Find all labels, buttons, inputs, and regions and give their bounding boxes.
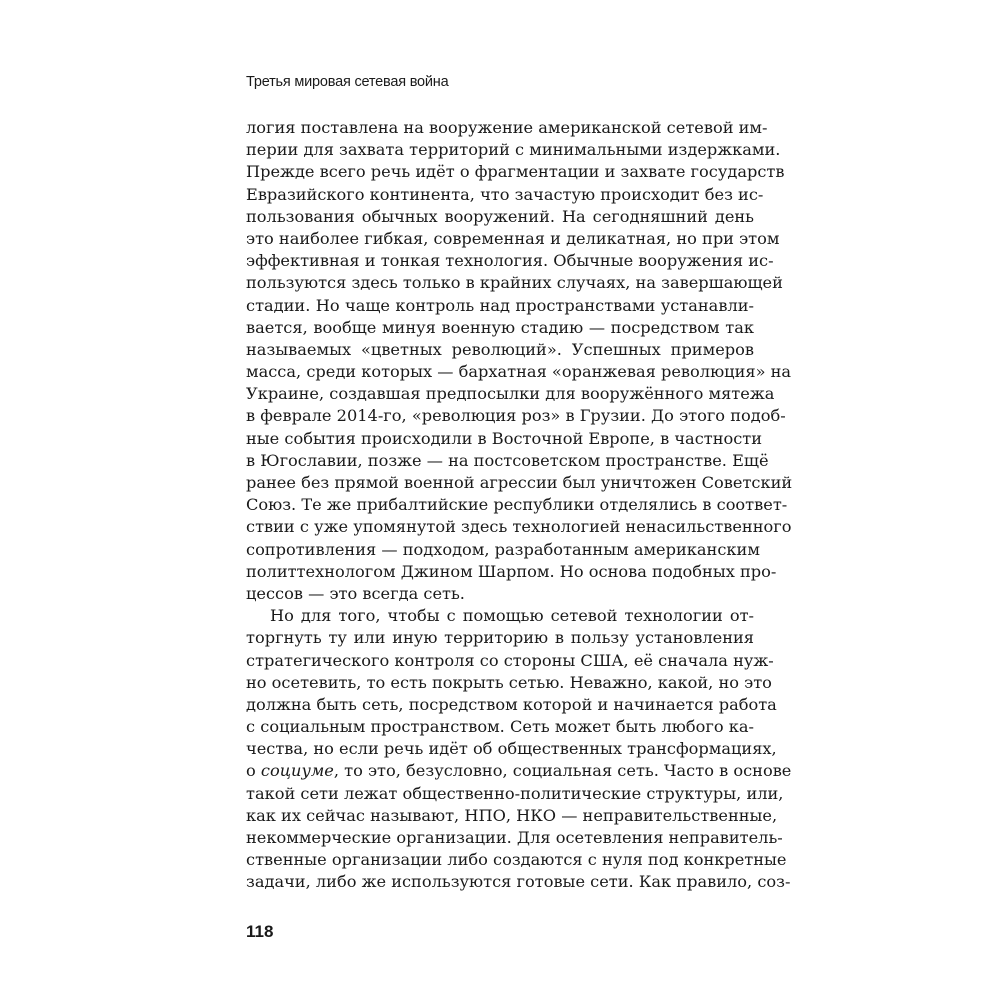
- text-line: с социальным пространством. Сеть может быть любого ка-: [246, 717, 754, 737]
- text-line: Союз. Те же прибалтийские республики отделялись в соответ-: [246, 495, 788, 515]
- text-line: торгнуть ту или иную территорию в пользу установления: [246, 628, 754, 648]
- text-line: задачи, либо же используются готовые сети. Как правило, соз-: [246, 872, 791, 892]
- text-line: ствии с уже упомянутой здесь технологией ненасильственного: [246, 517, 792, 537]
- text-line: стратегического контроля со стороны США, её сначала нуж-: [246, 650, 774, 670]
- text-line: политтехнологом Джином Шарпом. Но основа подобных про-: [246, 561, 777, 581]
- text-line: такой сети лежат общественно-политические структуры, или,: [246, 783, 784, 803]
- text-line: эффективная и тонкая технология. Обычные вооружения ис-: [246, 251, 774, 271]
- text-line: цессов — это всегда сеть.: [246, 583, 465, 603]
- text-line: Евразийского континента, что зачастую происходит без ис-: [246, 184, 764, 204]
- text-line-with-italic: [246, 760, 792, 782]
- text-line: ственные организации либо создаются с нуля под конкретные: [246, 850, 787, 870]
- text-line: чества, но если речь идёт об общественных трансформациях,: [246, 739, 777, 759]
- italic-word: социуме: [260, 761, 334, 781]
- page-number: 118: [246, 922, 274, 941]
- text-line: но осетевить, то есть покрыть сетью. Неважно, какой, но это: [246, 672, 772, 692]
- text-line: Прежде всего речь идёт о фрагментации и захвате государств: [246, 162, 785, 182]
- paragraph-2: [246, 605, 792, 893]
- text-line: некоммерческие организации. Для осетевления неправитель-: [246, 828, 783, 847]
- text-line: вается, вообще минуя военную стадию — посредством так: [246, 317, 754, 337]
- text-line: логия поставлена на вооружение американской сетевой им-: [246, 118, 768, 137]
- text-line: масса, среди которых — бархатная «оранжевая революция» на: [246, 362, 792, 382]
- text-line: это наиболее гибкая, современная и деликатная, но при этом: [246, 228, 780, 248]
- text-segment: о: [246, 761, 261, 781]
- running-head: Третья мировая сетевая война: [246, 74, 449, 90]
- text-line: пользования обычных вооружений. На сегодняшний день: [246, 206, 754, 226]
- text-line: как их сейчас называют, НПО, НКО — неправительственные,: [246, 805, 778, 825]
- body-text: [246, 117, 793, 894]
- text-line: Украине, создавшая предпосылки для вооружённого мятежа: [246, 384, 775, 404]
- text-line: стадии. Но чаще контроль над пространствами устанавли-: [246, 295, 754, 315]
- text-line: должна быть сеть, посредством которой и начинается работа: [246, 694, 777, 714]
- text-line: сопротивления — подходом, разработанным американским: [246, 539, 760, 559]
- text-line: ные события происходили в Восточной Европе, в частности: [246, 428, 763, 448]
- text-line: ранее без прямой военной агрессии был уничтожен Советский: [246, 473, 793, 492]
- paragraph-1: [246, 117, 793, 605]
- text-line: называемых «цветных революций». Успешных примеров: [246, 339, 754, 359]
- text-line: перии для захвата территорий с минимальными издержками.: [246, 140, 781, 160]
- text-line: пользуются здесь только в крайних случаях, на завершающей: [246, 273, 783, 293]
- text-line: Но для того, чтобы с помощью сетевой технологии от-: [270, 606, 754, 626]
- text-line: в Югославии, позже — на постсоветском пространстве. Ещё: [246, 450, 769, 470]
- text-line: в феврале 2014-го, «революция роз» в Грузии. До этого подоб-: [246, 406, 786, 426]
- text-segment: , то это, безусловно, социальная сеть. Часто в основе: [333, 761, 792, 781]
